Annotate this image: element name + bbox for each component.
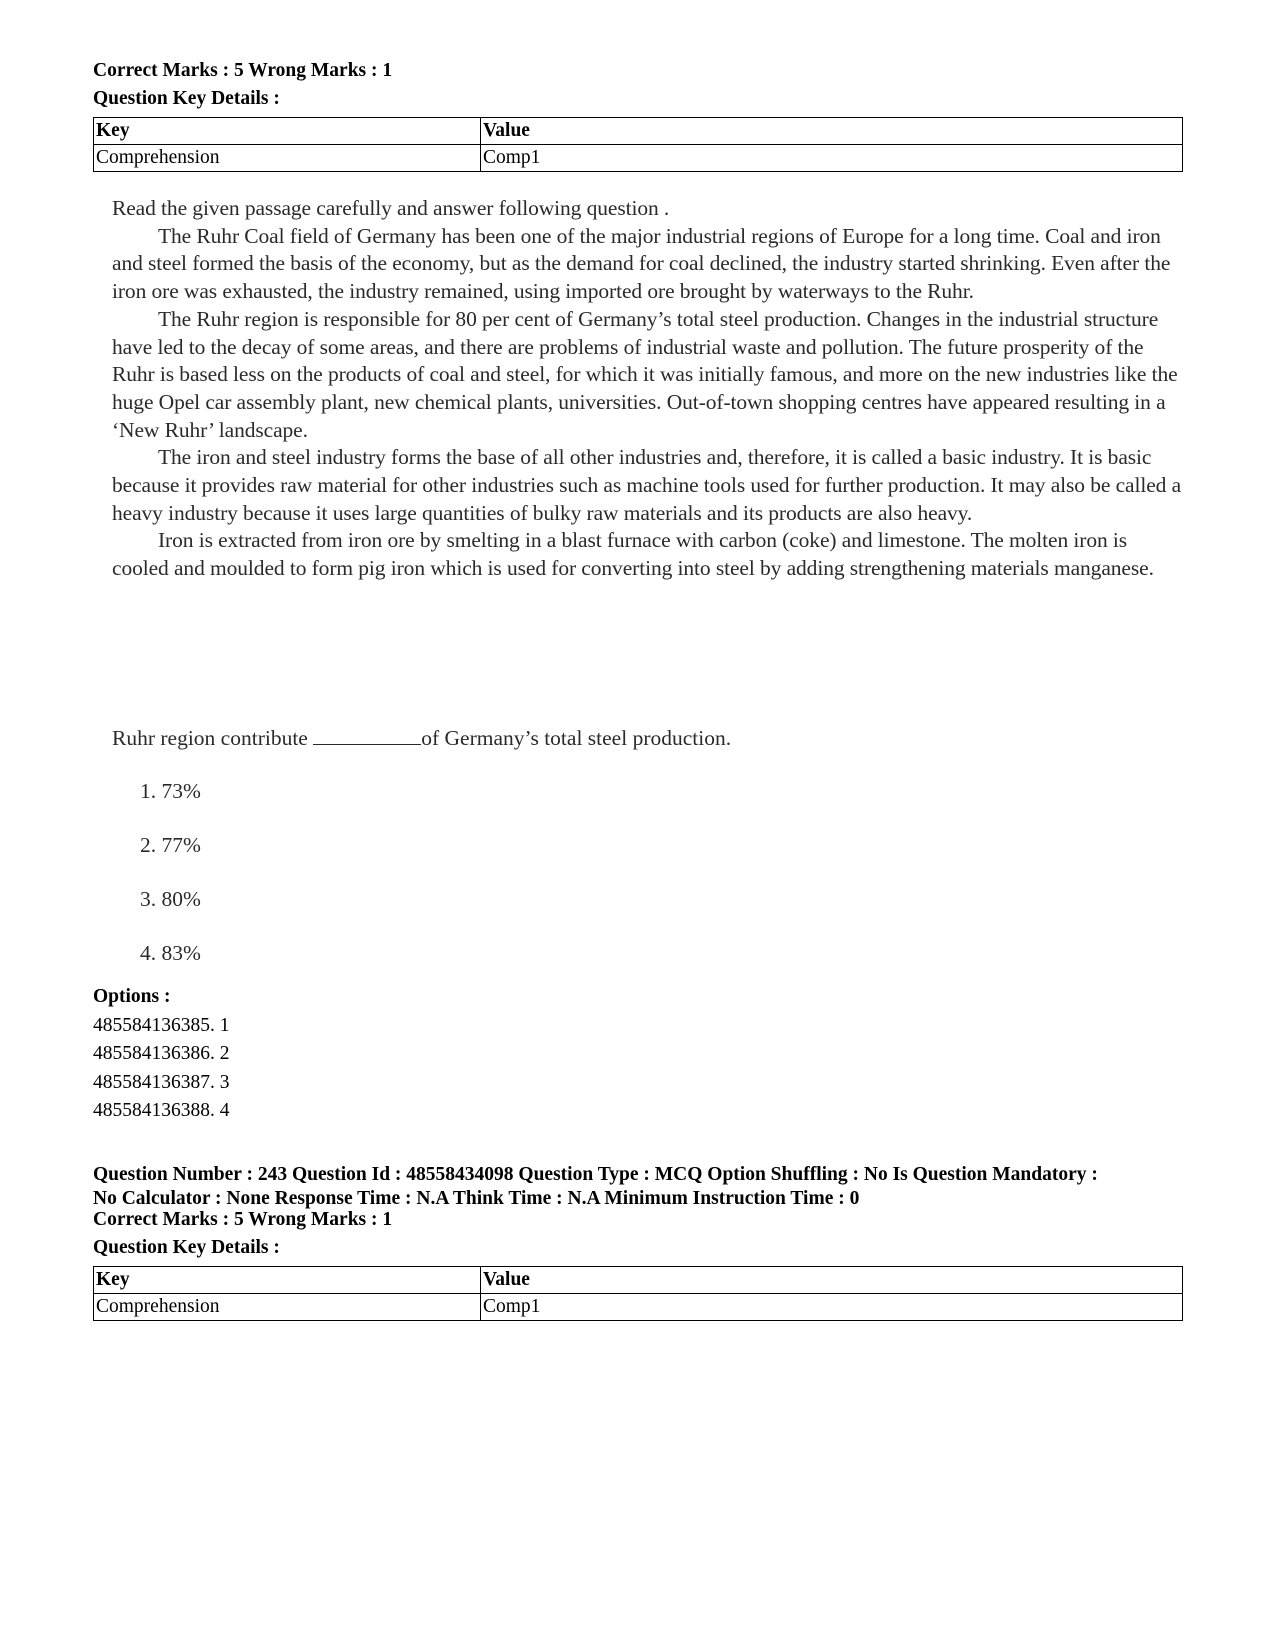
- table-row: [94, 145, 1183, 172]
- table-header-row: [94, 118, 1183, 145]
- option-item: 485584136388. 4: [93, 1100, 230, 1121]
- table-cell-key: Comprehension: [94, 1294, 481, 1321]
- table-header-key: Key: [94, 1267, 481, 1294]
- option-item: 485584136386. 2: [93, 1043, 230, 1064]
- key-details-table: [93, 117, 1183, 172]
- question-text-after: of Germany’s total steel production.: [421, 726, 732, 750]
- correct-marks-line: Correct Marks : 5 Wrong Marks : 1: [93, 1209, 393, 1230]
- key-details-title: Question Key Details :: [93, 88, 280, 109]
- passage-paragraph: The Ruhr Coal field of Germany has been one of the major industrial regions of Europe for a long time. Coal and iron and steel formed the basis of the economy, but as the demand for coal declined, the industry started shrinking. Even after the iron ore was exhausted, the industry remained, using imported ore brought by waterways to the Ruhr.: [112, 223, 1171, 304]
- question-meta-line: No Calculator : None Response Time : N.A Think Time : N.A Minimum Instruction Time : 0: [93, 1188, 860, 1209]
- answer-choice: 4. 83%: [140, 941, 201, 965]
- table-cell-key: Comprehension: [94, 145, 481, 172]
- key-details-title: Question Key Details :: [93, 1237, 280, 1258]
- answer-choice: 3. 80%: [140, 887, 201, 911]
- key-details-table: [93, 1266, 1183, 1321]
- fill-in-blank: [313, 724, 421, 745]
- passage-paragraph: The Ruhr region is responsible for 80 per cent of Germany’s total steel production. Changes in the industrial structure have led to the decay of some areas, and there are problems of industrial waste and pollution. The future prosperity of the Ruhr is based less on the products of coal and steel, for which it was initially famous, and more on the new industries like the huge Opel car assembly plant, new chemical plants, universities. Out-of-town shopping centres have appeared resulting in a ‘New Ruhr’ landscape.: [112, 306, 1178, 442]
- comprehension-passage: [112, 195, 1182, 583]
- table-header-row: [94, 1267, 1183, 1294]
- option-item: 485584136387. 3: [93, 1071, 230, 1093]
- options-list: [93, 983, 230, 1126]
- answer-choices: [140, 777, 201, 993]
- answer-choice: 1. 73%: [140, 779, 201, 803]
- option-item: 485584136385. 1: [93, 1014, 230, 1036]
- table-header-value: Value: [481, 118, 1183, 145]
- passage-paragraph: The iron and steel industry forms the base of all other industries and, therefore, it is called a basic industry. It is basic because it provides raw material for other industries such as machine tools used for further production. It may also be called a heavy industry because it uses large quantities of bulky raw materials and its products are also heavy.: [112, 445, 1182, 525]
- next-question-meta: [93, 1163, 1203, 1211]
- table-cell-value: Comp1: [481, 1294, 1183, 1321]
- passage-intro: Read the given passage carefully and answer following question .: [112, 196, 670, 220]
- options-title: Options :: [93, 986, 171, 1007]
- correct-marks-line: Correct Marks : 5 Wrong Marks : 1: [93, 60, 393, 81]
- table-header-key: Key: [94, 118, 481, 145]
- table-header-value: Value: [481, 1267, 1183, 1294]
- table-row: [94, 1294, 1183, 1321]
- question-text-before: Ruhr region contribute: [112, 726, 314, 750]
- passage-paragraph: Iron is extracted from iron ore by smelting in a blast furnace with carbon (coke) and limestone. The molten iron is cooled and moulded to form pig iron which is used for converting into steel by adding strengthening materials manganese.: [112, 528, 1154, 581]
- table-cell-value: Comp1: [481, 145, 1183, 172]
- question-meta-line: Question Number : 243 Question Id : 48558434098 Question Type : MCQ Option Shuffling : No Is Question Mandatory :: [93, 1164, 1098, 1185]
- answer-choice: 2. 77%: [140, 833, 201, 857]
- question-text: [112, 724, 731, 752]
